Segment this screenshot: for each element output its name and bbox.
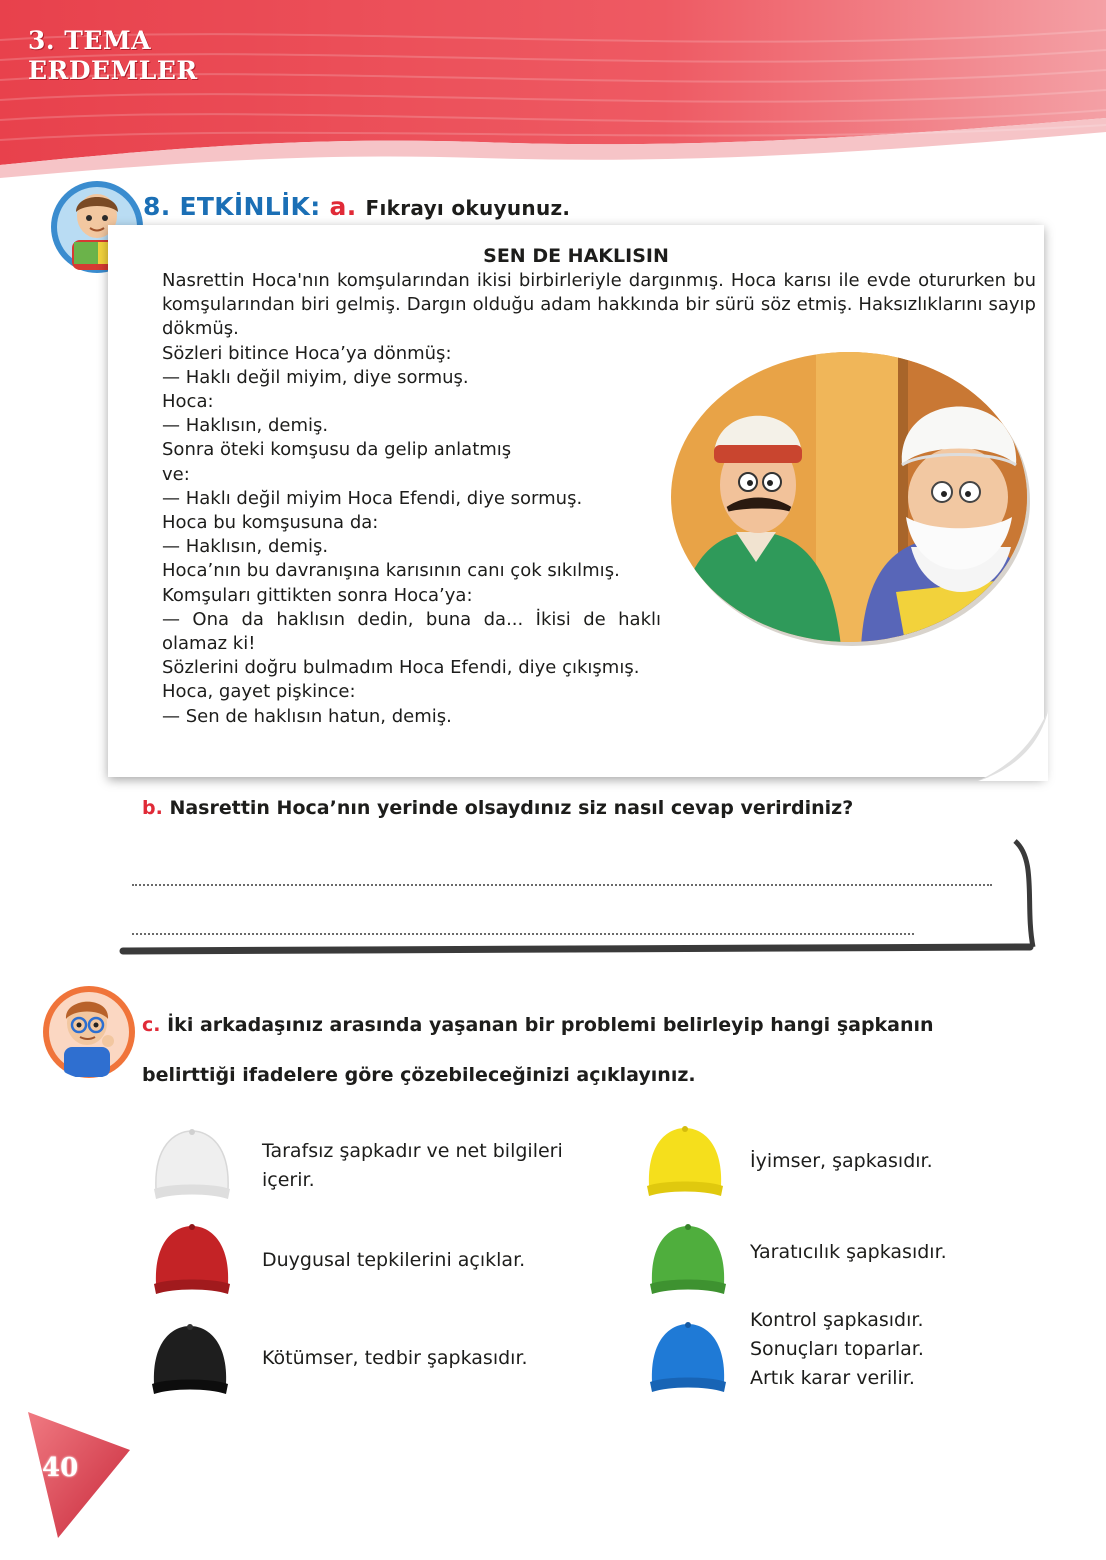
black-hat-icon	[148, 1322, 232, 1400]
answer-line[interactable]	[132, 884, 992, 886]
answer-box-frame	[115, 835, 1040, 965]
hat-description-line: Sonuçları toparlar.	[750, 1338, 924, 1360]
part-a-letter: a.	[329, 192, 357, 221]
theme-label	[28, 26, 198, 86]
story-paragraph: Hoca:	[162, 391, 214, 413]
story-paragraph: Hoca’nın bu davranışına karısının canı çok sıkılmış.	[162, 560, 620, 582]
hat-description-line: Tarafsız şapkadır ve net bilgileri	[262, 1140, 563, 1162]
hat-description-blue	[750, 1306, 924, 1393]
story-paragraph: Nasrettin Hoca'nın komşularından ikisi birbirleriyle dargınmış. Hoca karısı ile evde otururken bu komşularından biri gelmiş. Dargın olduğu adam hakkında bir sürü söz etmiş. Haksızlıklarını sayıp dökmüş.	[162, 270, 1036, 340]
thinking-boy-avatar	[42, 985, 136, 1079]
part-a-instruction: Fıkrayı okuyunuz.	[365, 196, 571, 220]
hat-description-line: Yaratıcılık şapkasıdır.	[750, 1241, 947, 1263]
story-paragraph: ve:	[162, 463, 190, 485]
question-b-text: Nasrettin Hoca’nın yerinde olsaydınız siz nasıl cevap verirdiniz?	[169, 797, 854, 819]
story-paragraph: — Haklısın, demiş.	[162, 415, 329, 437]
theme-number: 3. TEMA	[28, 26, 152, 55]
story-title: SEN DE HAKLISIN	[483, 245, 669, 267]
story-paragraph: — Haklı değil miyim, diye sormuş.	[162, 366, 469, 388]
hat-description-line: Kontrol şapkasıdır.	[750, 1309, 924, 1331]
green-hat-icon	[646, 1222, 730, 1300]
hat-description-red	[262, 1246, 525, 1275]
blue-hat-icon	[646, 1320, 730, 1398]
page-curl-decoration	[978, 711, 1048, 781]
story-paragraph: Hoca bu komşusuna da:	[162, 512, 379, 534]
activity-title: 8. ETKİNLİK:	[143, 192, 321, 221]
story-paragraph: Hoca, gayet pişkince:	[162, 681, 356, 703]
hat-description-line: içerir.	[262, 1169, 315, 1191]
theme-name: ERDEMLER	[28, 56, 198, 85]
hat-description-green	[750, 1238, 947, 1267]
story-paragraph: — Haklısın, demiş.	[162, 536, 329, 558]
answer-line[interactable]	[132, 933, 914, 935]
story-paragraph: Sözlerini doğru bulmadım Hoca Efendi, diye çıkışmış.	[162, 657, 640, 679]
hat-description-yellow	[750, 1147, 933, 1176]
hat-description-line: İyimser, şapkasıdır.	[750, 1150, 933, 1172]
red-hat-icon	[150, 1222, 234, 1300]
story-paragraph: — Ona da haklısın dedin, buna da... İkisi de haklı olamaz ki!	[162, 608, 661, 655]
hat-description-black	[262, 1344, 528, 1373]
story-paragraph: — Haklı değil miyim Hoca Efendi, diye sormuş.	[162, 487, 583, 509]
white-hat-icon	[150, 1127, 234, 1205]
story-paragraph: — Sen de haklısın hatun, demiş.	[162, 705, 452, 727]
hat-description-line: Duygusal tepkilerini açıklar.	[262, 1249, 526, 1271]
question-c-line-2	[142, 1064, 696, 1086]
yellow-hat-icon	[643, 1124, 727, 1202]
story-paragraph: Komşuları gittikten sonra Hoca’ya:	[162, 584, 473, 606]
question-b-letter: b.	[142, 797, 163, 819]
question-c-line-1	[142, 1014, 934, 1036]
story-paragraph: Sözleri bitince Hoca’ya dönmüş:	[162, 342, 452, 364]
question-c-text-1: İki arkadaşınız arasında yaşanan bir problemi belirleyip hangi şapkanın	[167, 1014, 934, 1036]
hat-description-line: Kötümser, tedbir şapkasıdır.	[262, 1347, 528, 1369]
hat-description-line: Artık karar verilir.	[750, 1367, 915, 1389]
story-card	[108, 225, 1044, 777]
activity-heading	[143, 192, 570, 221]
story-paragraph: Sonra öteki komşusu da gelip anlatmış	[162, 439, 512, 461]
question-c-text-2: belirttiği ifadelere göre çözebileceğinizi açıklayınız.	[142, 1064, 696, 1086]
question-b	[142, 797, 853, 819]
question-c-letter: c.	[142, 1014, 161, 1036]
hat-description-white	[262, 1137, 563, 1195]
story-text	[116, 269, 1036, 729]
page-number: 40	[42, 1453, 79, 1483]
